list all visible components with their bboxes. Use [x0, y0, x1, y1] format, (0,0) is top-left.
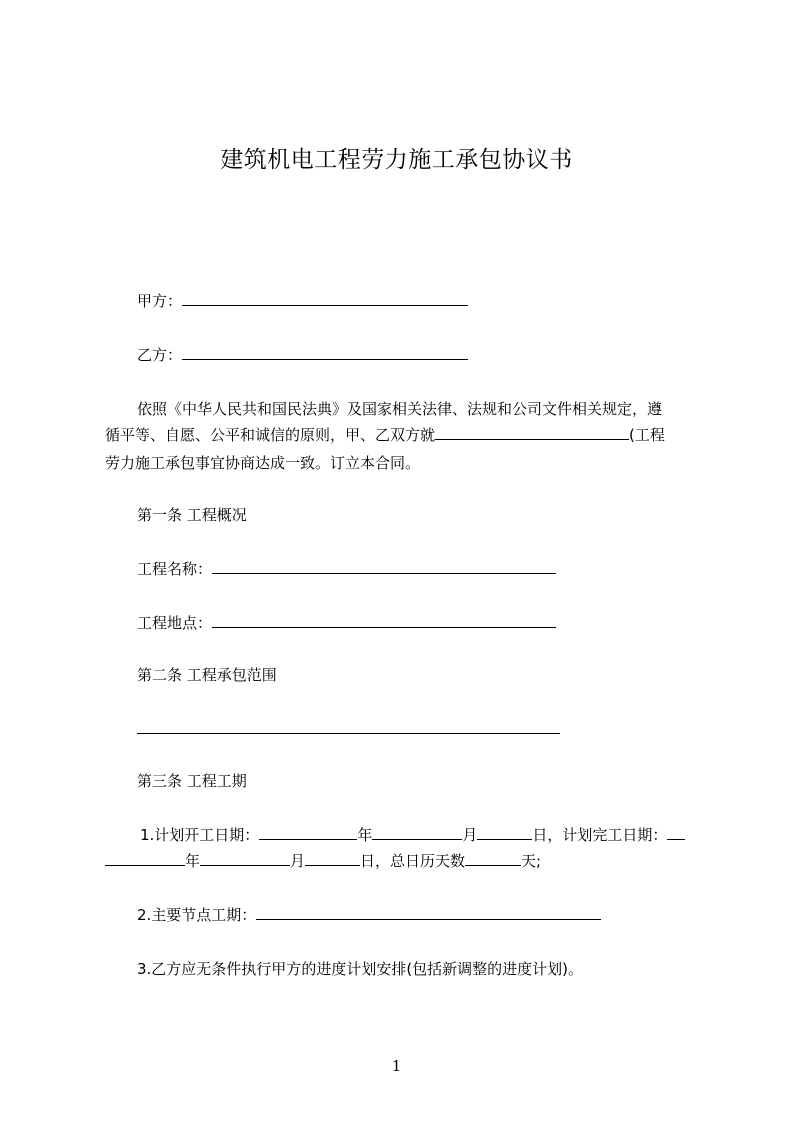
item-1-line-2: [105, 851, 541, 871]
end-year-unit: 年: [185, 852, 201, 870]
start-month-blank[interactable]: [372, 825, 462, 840]
start-year-blank[interactable]: [259, 825, 357, 840]
intro-line-2-start: 循平等、自愿、公平和诚信的原则，甲、乙双方就: [105, 426, 436, 444]
planned-end-label: 计划完工日期：: [562, 826, 668, 844]
document-title: 建筑机电工程劳力施工承包协议书: [220, 147, 573, 173]
start-month-unit: 月: [462, 826, 478, 844]
end-month-unit: 月: [290, 852, 306, 870]
milestone-schedule-blank[interactable]: [256, 905, 601, 920]
item-1-label: 1.计划开工日期：: [140, 826, 260, 844]
item-2-line: [137, 905, 601, 925]
project-location-blank[interactable]: [212, 613, 556, 628]
days-unit: 天;: [521, 852, 542, 870]
page-number: 1: [391, 1057, 402, 1075]
item-1-line-1: [140, 825, 685, 845]
party-a-line: [137, 291, 468, 311]
end-year-blank-part2[interactable]: [105, 851, 185, 866]
item-2-label: 2.主要节点工期：: [137, 906, 257, 924]
contract-scope-blank[interactable]: [137, 719, 560, 734]
project-subject-blank[interactable]: [435, 425, 629, 440]
end-month-blank[interactable]: [200, 851, 290, 866]
start-year-unit: 年: [357, 826, 373, 844]
project-location-label: 工程地点：: [137, 614, 213, 632]
intro-line-1: 依照《中华人民共和国民法典》及国家相关法律、法规和公司文件相关规定，遵: [137, 400, 663, 418]
end-year-blank-part1[interactable]: [667, 825, 685, 840]
start-day-unit: 日，: [532, 826, 563, 844]
project-name-blank[interactable]: [212, 559, 556, 574]
intro-line-2: [105, 425, 665, 445]
start-day-blank[interactable]: [477, 825, 532, 840]
project-name-label: 工程名称：: [137, 560, 213, 578]
intro-line-3: 劳力施工承包事宜协商达成一致。订立本合同。: [105, 454, 421, 472]
article-1-heading: 第一条 工程概况: [137, 506, 247, 524]
intro-line-2-end: (工程: [629, 426, 665, 444]
project-location-line: [137, 613, 556, 633]
total-days-blank[interactable]: [465, 851, 521, 866]
article-3-heading: 第三条 工程工期: [137, 772, 247, 790]
article-2-heading: 第二条 工程承包范围: [137, 666, 277, 684]
project-name-line: [137, 559, 556, 579]
party-a-label: 甲方：: [137, 292, 183, 310]
party-b-label: 乙方：: [137, 346, 183, 364]
total-days-label: 日，总日历天数: [360, 852, 466, 870]
party-a-blank[interactable]: [182, 291, 468, 306]
item-3-line: 3.乙方应无条件执行甲方的进度计划安排(包括新调整的进度计划)。: [137, 960, 584, 978]
party-b-line: [137, 345, 468, 365]
end-day-blank[interactable]: [305, 851, 360, 866]
party-b-blank[interactable]: [182, 345, 468, 360]
